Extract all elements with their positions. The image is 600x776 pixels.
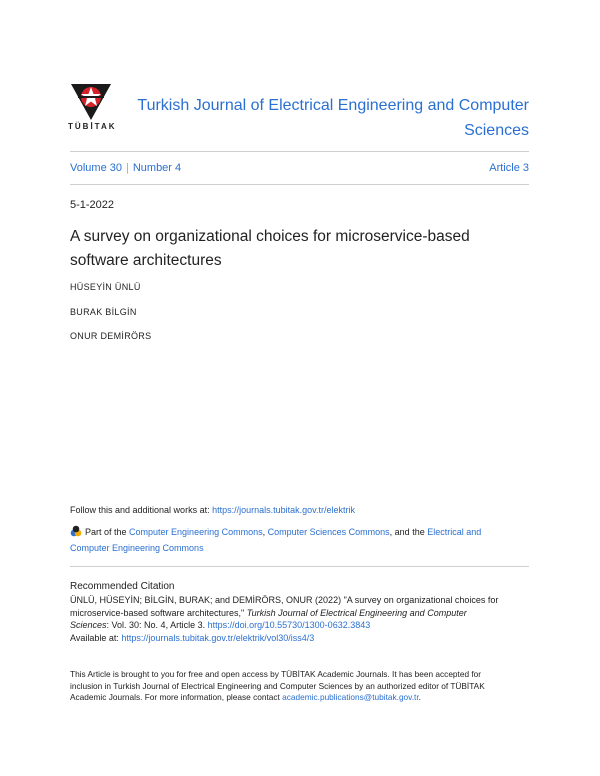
part-of-prefix: Part of the	[85, 527, 130, 537]
publication-date: 5-1-2022	[70, 199, 115, 211]
volume-link[interactable]: Volume 30	[70, 162, 122, 174]
footer-notice	[70, 669, 529, 704]
doi-link[interactable]: https://doi.org/10.55730/1300-0632.3843	[207, 620, 371, 630]
paper-title-line1: A survey on organizational choices for microservice-based	[70, 228, 470, 245]
journal-title-line1[interactable]: Turkish Journal of Electrical Engineering and Computer	[137, 97, 529, 114]
citation-volume: : Vol. 30: No. 4, Article 3.	[106, 620, 208, 630]
footer-line3-suffix: .	[418, 692, 421, 702]
citation-journal-italic-1: Turkish Journal of Electrical Engineering and Computer	[246, 607, 467, 618]
footer-line1: This Article is brought to you for free and open access by TÜBİTAK Academic Journals. It has been accepted for	[70, 669, 482, 679]
number-link[interactable]: Number 4	[132, 162, 182, 174]
paper-title	[70, 225, 510, 273]
divider-issue	[70, 184, 529, 185]
commons-link-electrical-part1[interactable]: Electrical and	[427, 527, 482, 537]
citation-block	[70, 594, 529, 644]
follow-prefix: Follow this and additional works at:	[70, 505, 213, 515]
divider-citation	[70, 566, 529, 567]
commons-link-computer-engineering[interactable]: Computer Engineering Commons	[129, 527, 263, 537]
article-link[interactable]: Article 3	[489, 162, 529, 174]
journal-title[interactable]	[109, 93, 529, 143]
available-link[interactable]: https://journals.tubitak.gov.tr/elektrik/vol30/iss4/3	[121, 632, 315, 643]
part-of-sep1: ,	[262, 527, 268, 537]
paper-title-line2: software architectures	[70, 252, 222, 269]
author-1: HÜSEYİN ÜNLÜ	[70, 282, 141, 292]
divider-top	[70, 151, 529, 152]
follow-line	[70, 502, 529, 518]
open-access-icon	[70, 525, 82, 537]
commons-link-computer-sciences[interactable]: Computer Sciences Commons	[267, 527, 390, 537]
citation-line1: ÜNLÜ, HÜSEYİN; BİLGİN, BURAK; and DEMİRÖRS, ONUR (2022) "A survey on organizational choices for	[70, 595, 499, 605]
citation-line3	[70, 619, 529, 632]
contact-email-link[interactable]: academic.publications@tubitak.gov.tr	[282, 692, 419, 702]
citation-line4	[70, 632, 529, 645]
logo-wordmark: TÜBİTAK	[68, 122, 117, 131]
footer-line2: inclusion in Turkish Journal of Electrical Engineering and Computer Sciences by an authorized editor of TÜBİTAK	[70, 680, 485, 691]
footer-line3	[70, 692, 529, 704]
available-prefix: Available at:	[70, 632, 122, 643]
commons-link-electrical-part2[interactable]: Computer Engineering Commons	[70, 543, 204, 553]
part-of-block	[70, 524, 529, 556]
author-2: BURAK BİLGİN	[70, 307, 137, 317]
journal-title-line2[interactable]: Sciences	[464, 122, 529, 139]
citation-line2	[70, 607, 529, 620]
citation-title-end: microservice-based software architectures,"	[70, 607, 247, 618]
issue-row	[70, 162, 529, 174]
author-3: ONUR DEMİRÖRS	[70, 331, 152, 341]
citation-journal-italic-2: Sciences	[70, 620, 107, 630]
footer-line3-prefix: Academic Journals. For more information, please contact	[70, 692, 283, 702]
citation-heading: Recommended Citation	[70, 581, 175, 592]
follow-link[interactable]: https://journals.tubitak.gov.tr/elektrik	[212, 505, 355, 515]
tubitak-logo	[68, 78, 117, 138]
part-of-sep2: , and the	[389, 527, 428, 537]
tubitak-emblem-icon	[68, 78, 114, 122]
issue-separator: |	[125, 162, 129, 174]
